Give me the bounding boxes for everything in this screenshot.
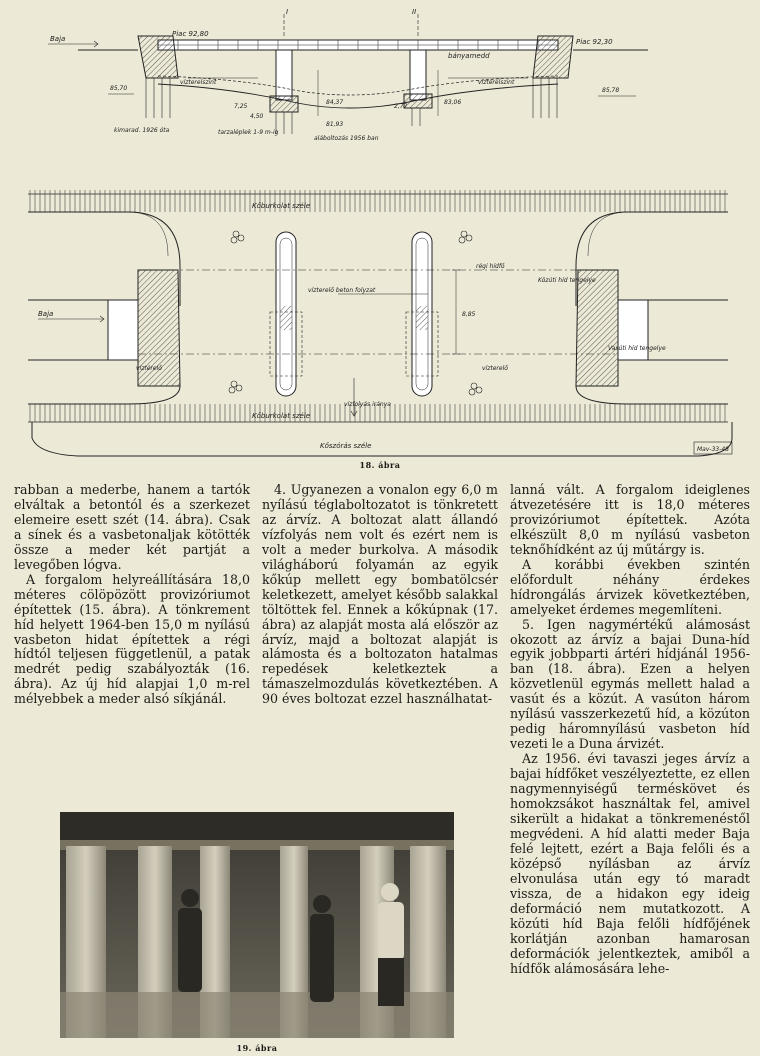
svg-text:Közúti híd tengelye: Közúti híd tengelye: [538, 277, 596, 284]
svg-text:85,70: 85,70: [110, 85, 128, 92]
svg-text:Piac 92,80: Piac 92,80: [172, 30, 209, 38]
paragraph: 4. Ugyanezen a vonalon egy 6,0 m nyílású téglaboltozatot is tönkretett az árvíz. A boltozat alatt állandó vízfolyás nem volt és ezért nem is volt a meder burkolva. A második világháború folyamán az egyik kőkúp mellett egy bombatölcsér keletkezett, amelyet később salakkal töltöttek fel. Ennek a kőkúpnak (17. ábra) az alapját mosta alá először az árvíz, majd a boltozat alapját is alámosta és a boltozaton hatalmas repedések keletkeztek a támaszelmozdulás következtében. A 90 éves boltozat ezzel használhatat-: [262, 482, 498, 707]
svg-text:Mav-33-48: Mav-33-48: [697, 446, 730, 453]
svg-text:2,77: 2,77: [394, 103, 408, 110]
svg-text:vízfolyás iránya: vízfolyás iránya: [344, 401, 391, 408]
svg-text:85,78: 85,78: [602, 87, 620, 94]
text-column-1: [14, 483, 250, 707]
svg-text:Piac 92,30: Piac 92,30: [576, 38, 613, 46]
svg-text:8,85: 8,85: [462, 311, 476, 318]
svg-text:Kőszórás széle: Kőszórás széle: [320, 442, 372, 450]
svg-text:81,93: 81,93: [326, 121, 344, 128]
svg-text:tarzaléplek 1-9 m-ig: tarzaléplek 1-9 m-ig: [218, 129, 279, 136]
svg-text:kimarad. 1926 óta: kimarad. 1926 óta: [114, 127, 170, 134]
svg-text:vízterelő: vízterelő: [482, 365, 508, 372]
svg-text:Vasúti híd tengelye: Vasúti híd tengelye: [608, 345, 666, 352]
text-column-2: [262, 483, 498, 707]
paragraph: rabban a mederbe, hanem a tartók elváltak a betontól és a szerkezet elemeire esett szét (14. ábra). Csak a sínek és a vasbetonaljak kötötték össze a meder két partját a levegőben lógva.: [14, 482, 250, 572]
text-column-3: [510, 483, 750, 976]
svg-text:bányamedd: bányamedd: [448, 52, 490, 60]
paragraph: A korábbi években szintén előfordult néhány érdekes hídrongálás árvizek következtében, amelyeket érdemes megemlíteni.: [510, 556, 750, 617]
figure-19-caption: 19. ábra: [236, 1043, 278, 1053]
svg-text:Kőburkolat széle: Kőburkolat széle: [252, 412, 311, 420]
paragraph: A forgalom helyreállítására 18,0 méteres cölöpözött provizóriumot építettek (15. ábra). A tönkrement híd helyett 1964-ben 15,0 m nyílású vasbeton hidat építettek a régi hídtól teljesen függetlenül, a patak medrét pedig szabályozták (16. ábra). Az új híd alapjai 1,0 m-rel mélyebbek a meder alsó síkjánál.: [14, 571, 250, 707]
svg-text:Baja: Baja: [50, 35, 66, 43]
photo-men-under-bridge: [60, 812, 454, 1038]
plan-view: [28, 190, 732, 456]
svg-text:víztérelő: víztérelő: [136, 365, 162, 372]
svg-text:83,06: 83,06: [444, 99, 462, 106]
bridge-technical-drawing: [8, 6, 752, 468]
svg-text:Kőburkolat széle: Kőburkolat széle: [252, 202, 311, 210]
svg-text:Baja: Baja: [38, 310, 54, 318]
svg-text:víztérelszint: víztérelszint: [478, 79, 515, 86]
paragraph: Az 1956. évi tavaszi jeges árvíz a bajai hídfőket veszélyeztette, ez ellen nagymennyiségű terméskövet és homokzsákot használtak fel, amivel sikerült a hidakat a tönkremenéstől megvédeni. A híd alatti meder Baja felé lejtett, ezért a Baja felőli és a középső nyílásban az árvíz elvonulása után egy tó maradt vissza, de a hidakon egy ideig deformáció nem mutatkozott. A közúti híd Baja felőli hídfőjének korlátján azonban hamarosan deformációk jelentkeztek, amiből a hídfők alámosására lehe-: [510, 751, 750, 976]
svg-text:7,25: 7,25: [234, 103, 248, 110]
svg-text:vízterelő beton folyzat: vízterelő beton folyzat: [308, 287, 376, 294]
svg-text:aláboltozás 1956 ban: aláboltozás 1956 ban: [314, 135, 379, 142]
paragraph: lanná vált. A forgalom ideiglenes átvezetésére itt is 18,0 méteres provizóriumot építettek. Azóta elkészült 8,0 m nyílású vasbeton teknőhídként az új műtárgy is.: [510, 482, 750, 557]
svg-text:84,37: 84,37: [326, 99, 344, 106]
figure-18-caption: 18. ábra: [359, 460, 401, 470]
svg-text:vízterelszint: vízterelszint: [180, 79, 217, 86]
svg-text:II: II: [412, 8, 417, 16]
svg-text:4,50: 4,50: [250, 113, 264, 120]
longitudinal-profile: [48, 14, 648, 134]
svg-text:I: I: [286, 8, 289, 16]
figure-18-drawing: [8, 6, 752, 468]
figure-19-photo: [60, 812, 454, 1038]
svg-text:régi hídfő: régi hídfő: [476, 263, 505, 270]
paragraph: 5. Igen nagymértékű alámosást okozott az árvíz a bajai Duna-híd egyik jobbparti ártéri hídjánál 1956-ban (18. ábra). Ezen a helyen közvetlenül egymás mellett halad a vasút és a közút. A vasúton három nyílású vasszerkezetű híd, a közúton pedig háromnyílású vasbeton híd vezeti le a Duna árvizét.: [510, 616, 750, 752]
